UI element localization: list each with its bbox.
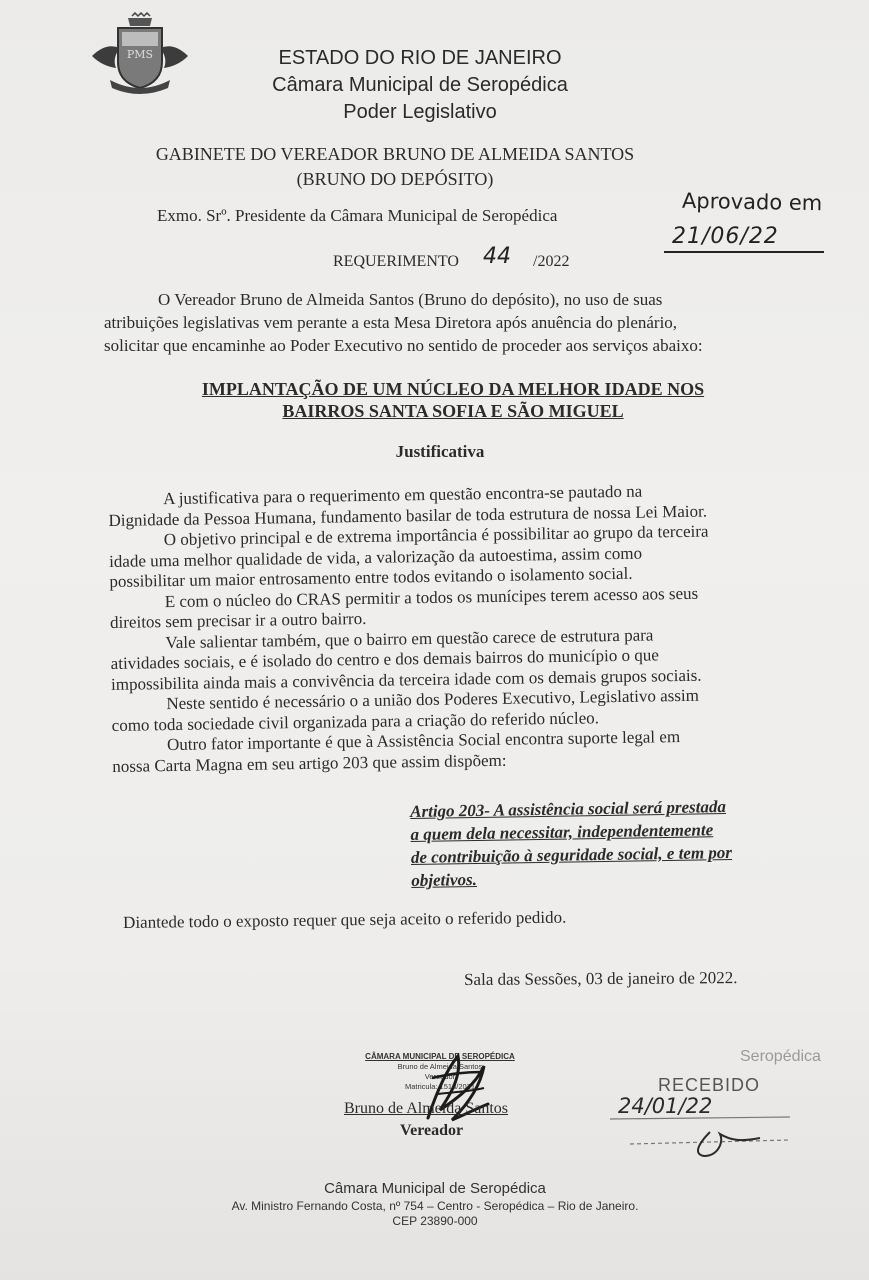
stamp-matricula: Matricula: 1518/2021 [404, 1082, 476, 1091]
request-title-line: IMPLANTAÇÃO DE UM NÚCLEO DA MELHOR IDADE NOS [201, 379, 705, 399]
body-line: Dignidade da Pessoa Humana, fundamento basilar de toda estrutura de nossa Lei Maior. [108, 501, 708, 530]
article-quote [410, 795, 753, 892]
body-line: idade uma melhor qualidade de vida, a valorização da autoestima, assim como [108, 543, 643, 571]
crest-text: PMS [126, 48, 154, 61]
header-state: ESTADO DO RIO DE JANEIRO [278, 47, 562, 69]
quote-line: a quem dela necessitar, independentemente [410, 820, 714, 844]
body-line: como toda sociedade civil organizada para a criação do referido núcleo. [111, 707, 600, 735]
body-line: nossa Carta Magna em seu artigo 203 que assim dispõem: [112, 750, 507, 776]
footer-org: Câmara Municipal de Seropédica [324, 1180, 546, 1197]
body-line: A justificativa para o requerimento em questão encontra-se pautado na [162, 481, 643, 509]
quote-line: objetivos. [411, 869, 478, 890]
approval-date-underline [662, 247, 828, 257]
office-heading [110, 142, 680, 192]
quote-line: de contribuição à seguridade social, e tem por [410, 842, 733, 867]
body-line: O objetivo principal e de extrema importância é possibilitar ao grupo da terceira [163, 521, 709, 550]
body-line: possibilitar um maior entrosamento entre todos evitando o isolamento social. [109, 563, 633, 591]
header-power: Poder Legislativo [343, 101, 497, 123]
stamp-org: CÂMARA MUNICIPAL DE SEROPÉDICA [365, 1052, 515, 1061]
requerimento-number: 44 [483, 244, 511, 269]
request-title [170, 378, 736, 422]
footer-cep: CEP 23890-000 [392, 1214, 478, 1228]
stamp-role: Vereador [424, 1072, 456, 1081]
intro-line: solicitar que encaminhe ao Poder Executivo no sentido de proceder aos serviços abaixo: [104, 336, 703, 355]
requerimento-year: /2022 [533, 253, 570, 270]
addressee: Exmo. Srº. Presidente da Câmara Municipal de Seropédica [157, 206, 558, 225]
body-line: direitos sem precisar ir a outro bairro. [109, 608, 367, 632]
body-line: atividades sociais, e é isolado do centro e dos demais bairros do município o que [110, 645, 659, 673]
footer-address: Av. Ministro Fernando Costa, nº 754 – Centro - Seropédica – Rio de Janeiro. [231, 1199, 639, 1213]
intro-line: atribuições legislativas vem perante a esta Mesa Diretora após anuência do plenário, [104, 313, 678, 332]
justificativa-heading: Justificativa [395, 442, 485, 461]
body-line: Vale salientar também, que o bairro em questão carece de estrutura para [165, 624, 654, 652]
letterhead [250, 45, 590, 126]
body-line: Outro fator importante é que à Assistência Social encontra suporte legal em [166, 727, 681, 755]
justificativa-body [108, 480, 752, 777]
requerimento-label: REQUERIMENTO [333, 253, 459, 270]
office-name: GABINETE DO VEREADOR BRUNO DE ALMEIDA SANTOS [155, 144, 635, 164]
body-line: impossibilita ainda mais a convivência da terceira idade com os demais grupos sociais. [110, 665, 702, 694]
receipt-label: RECEBIDO [658, 1075, 761, 1095]
header-chamber: Câmara Municipal de Seropédica [272, 74, 568, 96]
signer-name: Bruno de Almeida Santos [344, 1100, 508, 1117]
signer-title: Vereador [400, 1122, 464, 1139]
receipt-city: Seropédica [740, 1048, 821, 1065]
approval-date: 21/06/22 [672, 224, 779, 249]
body-line: Neste sentido é necessário o a união dos Poderes Executivo, Legislativo assim [166, 685, 699, 714]
body-line: E com o núcleo do CRAS permitir a todos os munícipes terem acesso aos seus [164, 583, 699, 611]
footer [200, 1180, 670, 1228]
place-date: Sala das Sessões, 03 de janeiro de 2022. [464, 968, 738, 989]
closing-statement: Diantede todo o exposto requer que seja aceito o referido pedido. [123, 907, 567, 932]
office-nickname: (BRUNO DO DEPÓSITO) [296, 169, 494, 189]
request-title-line: BAIRROS SANTA SOFIA E SÃO MIGUEL [282, 401, 624, 421]
stamp-name: Bruno de Almeida Santos [397, 1062, 483, 1071]
receipt-date: 24/01/22 [618, 1094, 713, 1118]
intro-paragraph [104, 288, 746, 357]
approval-label: Aprovado em [681, 188, 823, 216]
receipt-initials [600, 1092, 800, 1162]
quote-line: Artigo 203- A assistência social será prestada [410, 797, 727, 821]
municipal-crest-logo [88, 12, 192, 96]
intro-line: O Vereador Bruno de Almeida Santos (Bruno do depósito), no uso de suas [158, 290, 663, 309]
